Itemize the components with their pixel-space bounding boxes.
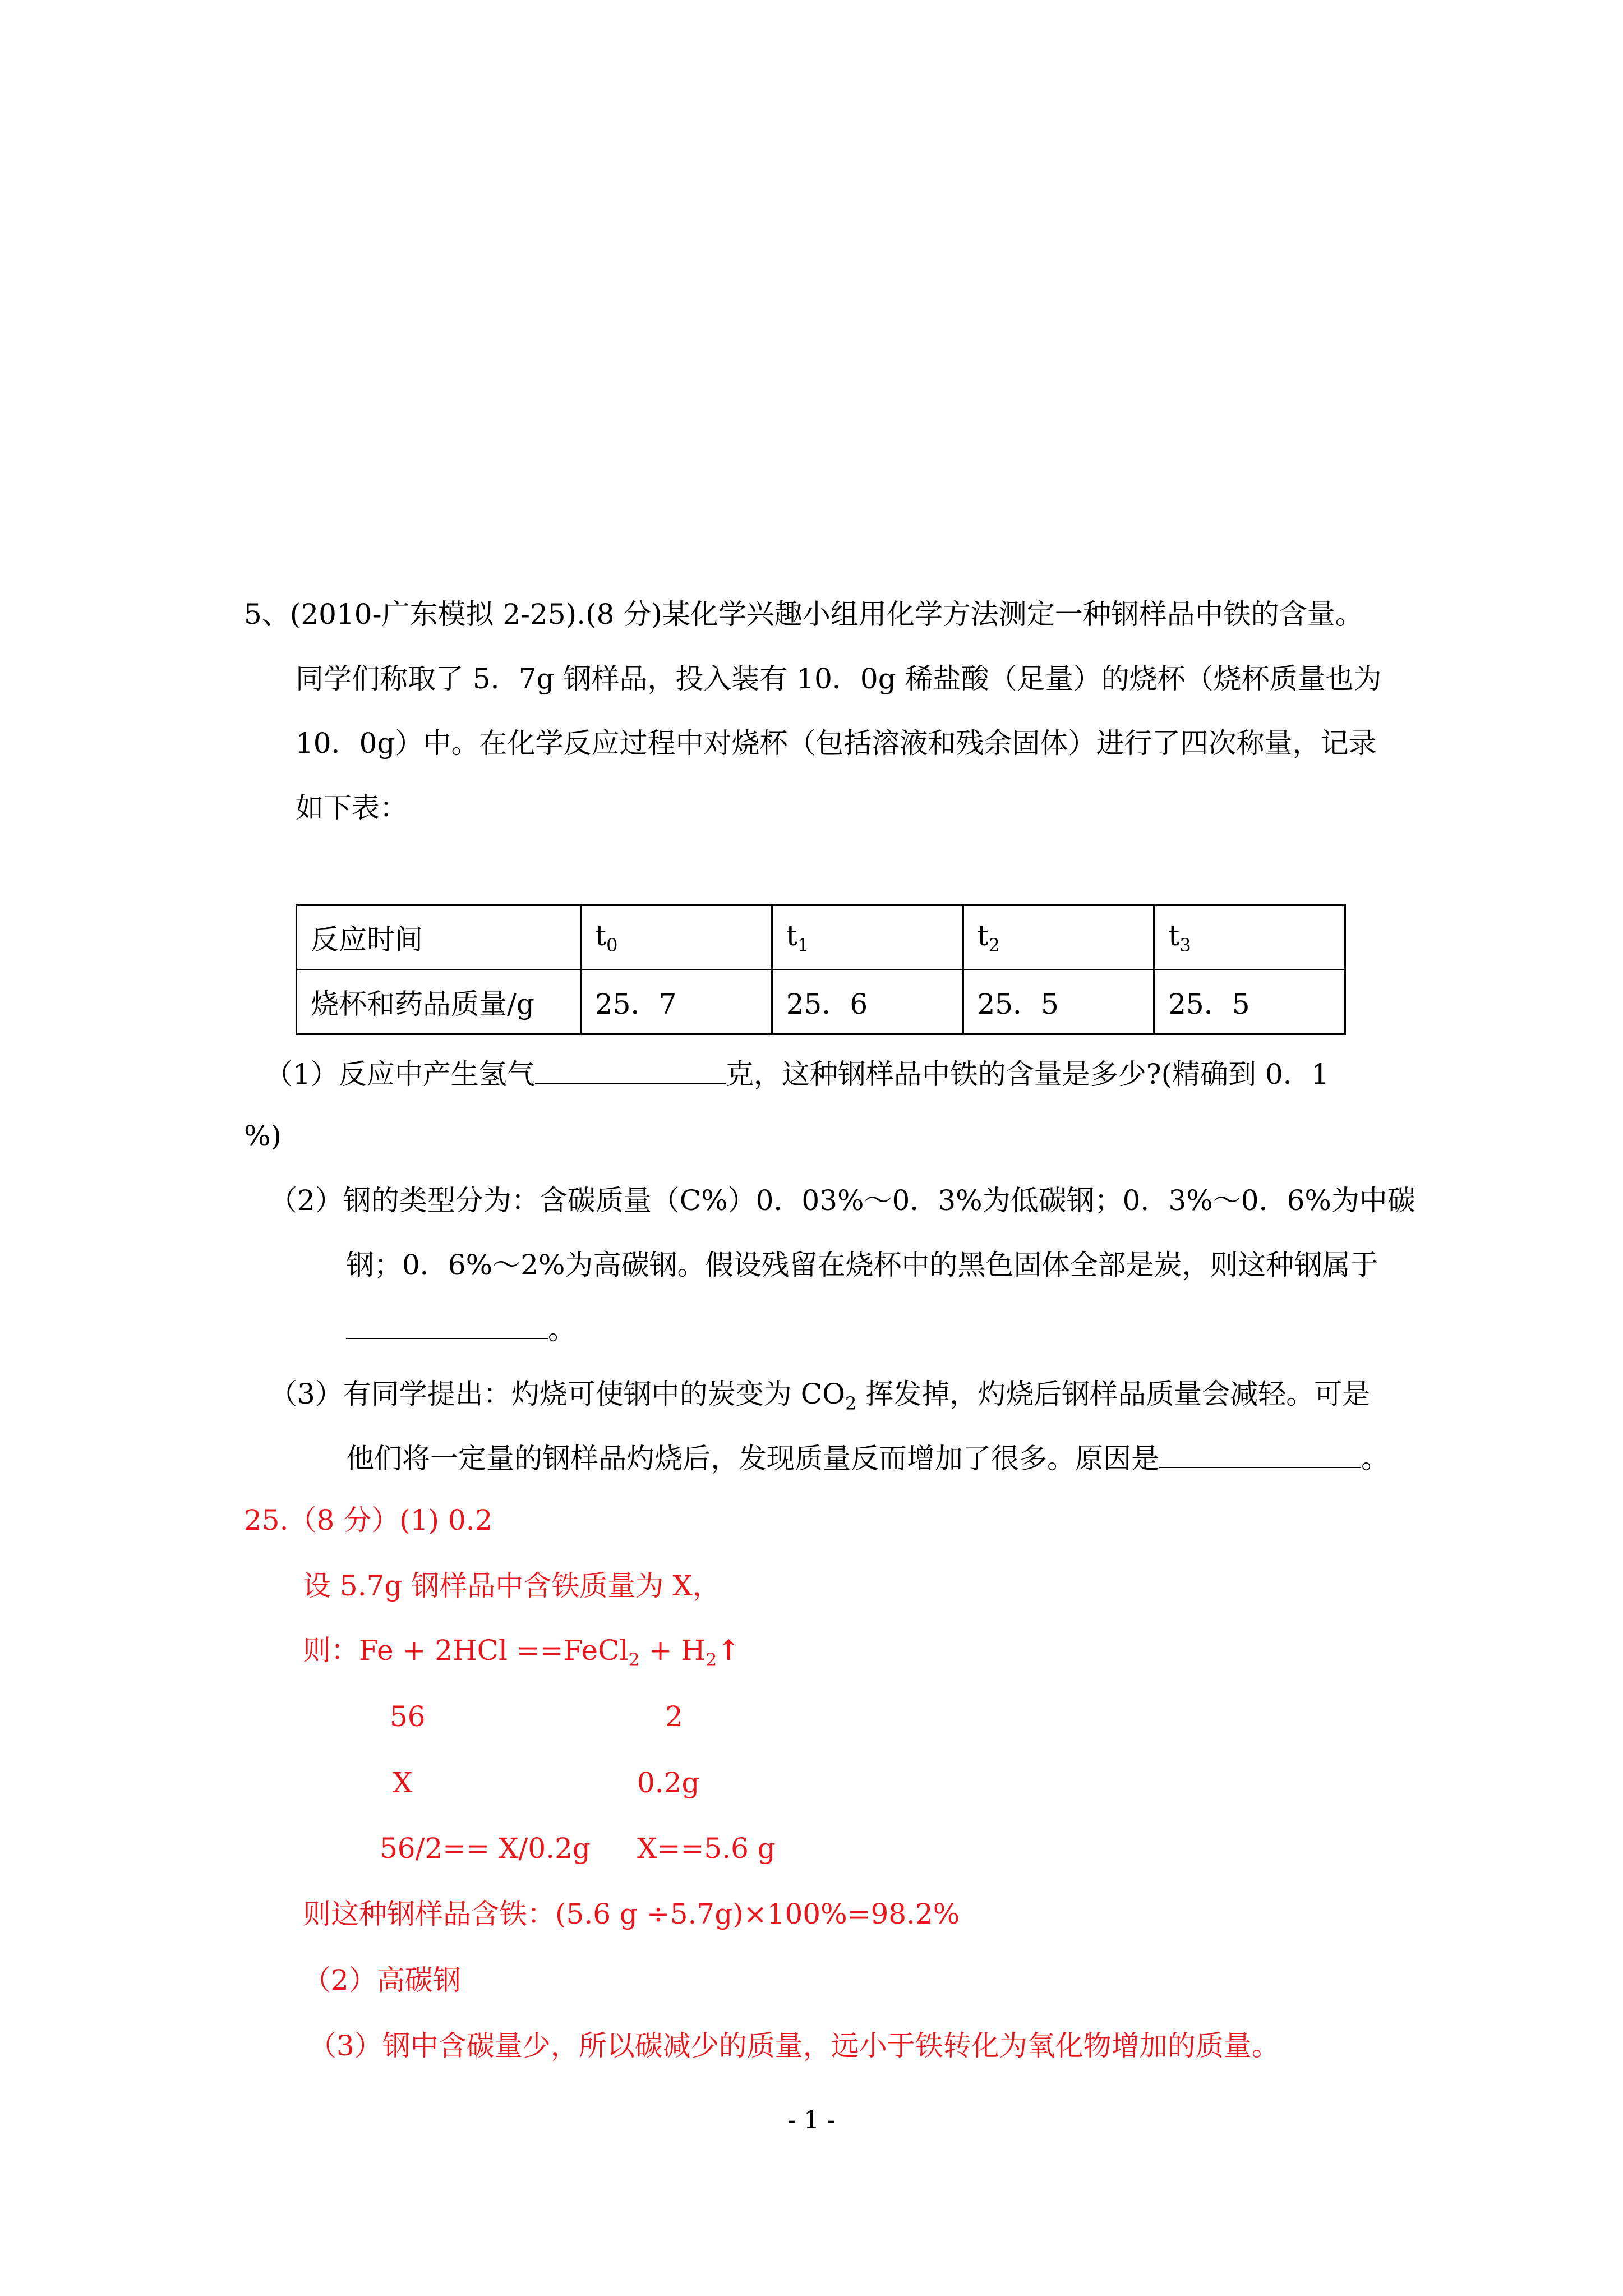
table-row — [297, 970, 1345, 1034]
question-line-3: 10．0g）中。在化学反应过程中对烧杯（包括溶液和残余固体）进行了四次称量，记录 — [296, 727, 1377, 760]
question-line-4: 如下表： — [296, 792, 408, 824]
measurement-table — [296, 904, 1346, 1035]
sub-question-2-line-2: 钢；0．6%～2%为高碳钢。假设残留在烧杯中的黑色固体全部是炭，则这种钢属于 — [346, 1249, 1378, 1281]
table-cell: 烧杯和药品质量/g — [297, 970, 581, 1034]
answer-header: 25.（8 分）(1) 0.2 — [244, 1504, 493, 1536]
answer-let: 设 5.7g 钢样品中含铁质量为 X， — [303, 1570, 721, 1602]
answer-solution: X==5.6 g — [637, 1832, 776, 1865]
table-cell: 反应时间 — [297, 905, 581, 970]
sub-question-1: （1）反应中产生氢气 克，这种钢样品中铁的含量是多少?(精确到 0．1 — [265, 1058, 1329, 1091]
table-cell: $t_3$ — [1154, 905, 1345, 970]
answer-proportion: 56/2== X/0.2g — [380, 1832, 591, 1865]
table-row — [297, 905, 1345, 970]
table-cell: 25．5 — [1154, 970, 1345, 1034]
answer-ratio-h: 2 — [665, 1700, 683, 1733]
answer-part-2: （2）高碳钢 — [303, 1964, 461, 1996]
answer-unknown-h: 0.2g — [637, 1766, 700, 1799]
answer-part-3: （3）钢中含碳量少，所以碳减少的质量，远小于铁转化为氧化物增加的质量。 — [308, 2030, 1280, 2062]
answer-unknown-x: X — [393, 1766, 413, 1799]
sub-question-1-cont: %) — [244, 1120, 282, 1152]
sub-question-3-line-2: 他们将一定量的钢样品灼烧后，发现质量反而增加了很多。原因是 。 — [346, 1442, 1389, 1475]
answer-ratio-fe: 56 — [390, 1700, 426, 1733]
answer-blank[interactable] — [346, 1313, 548, 1339]
sub-question-2-line-1: （2）钢的类型分为：含碳质量（C%）0．03%～0．3%为低碳钢；0．3%～0．6%为中碳 — [269, 1184, 1415, 1217]
table-cell: $t_1$ — [772, 905, 963, 970]
page-number: - 1 - — [787, 2106, 836, 2134]
answer-blank[interactable] — [535, 1058, 726, 1084]
table-cell: $t_2$ — [963, 905, 1154, 970]
question-line-1: 5、(2010-广东模拟 2-25).(8 分)某化学兴趣小组用化学方法测定一种钢样品中铁的含量。 — [244, 598, 1363, 631]
question-line-2: 同学们称取了 5．7g 钢样品，投入装有 10．0g 稀盐酸（足量）的烧杯（烧杯质量也为 — [296, 662, 1382, 695]
sub-question-3-line-1: （3）有同学提出：灼烧可使钢中的炭变为 $CO_2$ 挥发掉，灼烧后钢样品质量会减轻。可是 — [269, 1378, 1371, 1414]
answer-result: 则这种钢样品含铁：(5.6 g ÷5.7g)×100%=98.2% — [303, 1898, 960, 1930]
answer-equation: 则：Fe + 2HCl ==FeCl$_2$ + $H_2↑$ — [303, 1634, 741, 1671]
table-cell: 25．7 — [581, 970, 772, 1034]
table-cell: 25．6 — [772, 970, 963, 1034]
table-cell: 25．5 — [963, 970, 1154, 1034]
sub-question-2-line-3: 。 — [346, 1313, 576, 1346]
table-cell: $t_0$ — [581, 905, 772, 970]
answer-blank[interactable] — [1159, 1442, 1361, 1468]
